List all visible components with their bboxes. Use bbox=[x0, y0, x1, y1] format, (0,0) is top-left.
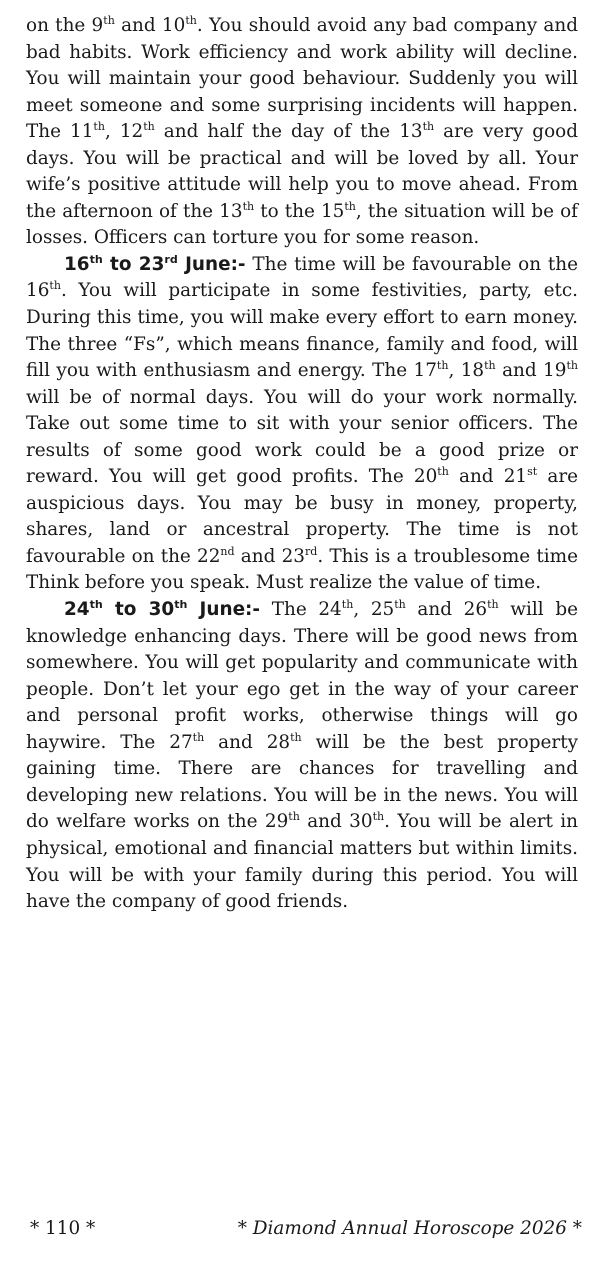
page-footer bbox=[30, 1216, 582, 1242]
section-heading: 24th to 30th June:- bbox=[64, 597, 261, 621]
section-heading: 16th to 23rd June:- bbox=[64, 252, 246, 275]
book-title: * Diamond Annual Horoscope 2026 * bbox=[237, 1218, 582, 1239]
paragraph-text: The time will be favourable on the 16th. You will participate in some festivities, party, etc. During this time, you will make every effort to earn money. The three “Fs”, which means finance, family and food, will fill you with enthusiasm and energy. The 17th, 18th and 19th will be of normal days. You will do your work normally. Take out some time to sit with your senior officers. The results of some good work could be a good prize or reward. You will get good profits. The 20th and 21st are auspicious days. You may be busy in money, property, shares, land or ancestral property. The time is not favourable on the 22nd and 23rd. This is a troublesome time Think before you speak. Must realize the value of time. bbox=[26, 253, 579, 594]
paragraph-june-16-23 bbox=[26, 252, 578, 597]
page-number: * 110 * bbox=[30, 1218, 96, 1239]
paragraph-june-24-30 bbox=[26, 597, 578, 916]
paragraph-continuation bbox=[26, 13, 578, 252]
paragraph-text: The 24th, 25th and 26th will be knowledge enhancing days. There will be good news from somewhere. You will get popularity and communicate with people. Don’t let your ego get in the way of your career and personal profit works, otherwise things will go haywire. The 27th and 28th will be the best property gaining time. There are chances for travelling and developing new relations. You will be in the news. You will do welfare works on the 29th and 30th. You will be alert in physical, emotional and financial matters but within limits. You will be with your family during this period. You will have the company of good friends. bbox=[26, 597, 578, 913]
paragraph-text: on the 9th and 10th. You should avoid any bad company and bad habits. Work efficiency and work ability will decline. You will maintain your good behaviour. Suddenly you will meet someone and some surprising incidents will happen. The 11th, 12th and half the day of the 13th are very good days. You will be practical and will be loved by all. Your wife’s positive attitude will help you to move ahead. From the afternoon of the 13th to the 15th, the situation will be of losses. Officers can torture you for some reason. bbox=[26, 13, 578, 249]
